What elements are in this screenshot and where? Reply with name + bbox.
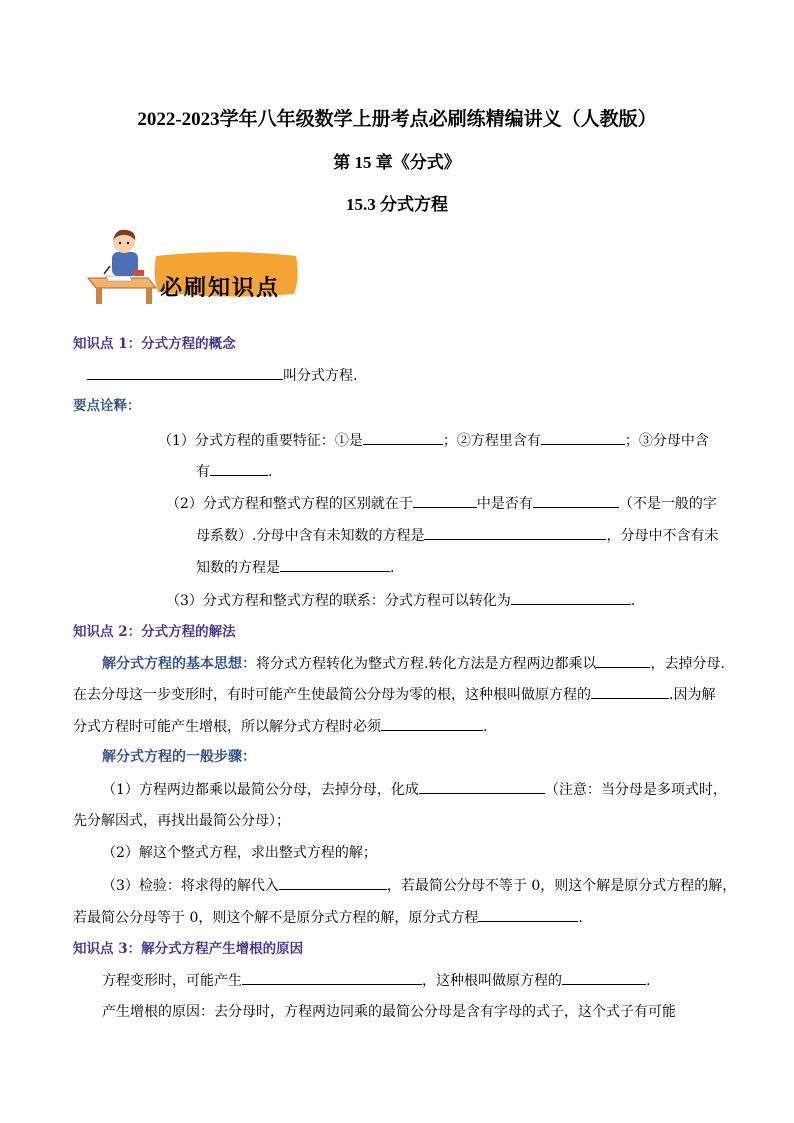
fill-blank[interactable] [363,430,443,445]
fill-blank[interactable] [279,875,387,890]
kp3-heading: 知识点 3：解分式方程产生增根的原因 [73,941,304,957]
kp1-note-heading: 要点诠释： [73,398,141,414]
fill-blank[interactable] [280,557,390,572]
kp2-basic-line2: 在去分母这一步变形时，有时可能产生使最简公分母为零的根，这种根叫做原方程的 .因为解 [73,684,715,705]
kp3-line2: 产生增根的原因：去分母时，方程两边同乘的最简公分母是含有字母的式子，这个式子有可能 [102,1004,676,1020]
kp1-point1-cont: 有 . [196,461,272,482]
fill-blank[interactable] [381,716,483,731]
kp2-heading: 知识点 2：分式方程的解法 [73,624,236,640]
fill-blank[interactable] [419,779,545,794]
chapter-title: 第 15 章《分式》 [333,153,461,172]
kp2-step1: （1）方程两边都乘以最简公分母，去掉分母，化成 （注意：当分母是多项式时， [102,779,727,800]
kp2-basic-line1: 解分式方程的基本思想：将分式方程转化为整式方程.转化方法是方程两边都乘以 ，去掉分母. [102,653,725,674]
kp1-point2: （2）分式方程和整式方程的区别就在于 中是否有 （不是一般的字 [166,493,717,514]
kp2-basic-line3: 分式方程时可能产生增根，所以解分式方程时必须 . [73,716,487,737]
fill-blank[interactable] [511,590,631,605]
fill-blank[interactable] [87,365,283,380]
kp2-step1-cont: 先分解因式，再找出最简公分母）； [73,813,290,829]
banner-label: 必刷知识点 [160,276,281,301]
fill-blank[interactable] [478,907,578,922]
fill-blank[interactable] [413,493,477,508]
kp1-point1: （1）分式方程的重要特征：①是 ；②方程里含有 ；③分母中含 [158,430,709,451]
kp1-point2-cont2: 知数的方程是 . [196,557,394,578]
kp2-step2: （2）解这个整式方程，求出整式方程的解； [102,845,377,861]
kp1-definition: 叫分式方程. [87,365,357,386]
fill-blank[interactable] [210,461,268,476]
section-title: 15.3 分式方程 [346,195,448,214]
kp1-point3: （3）分式方程和整式方程的联系：分式方程可以转化为 . [166,590,635,611]
kp3-line1: 方程变形时，可能产生 ，这种根叫做原方程的 . [102,970,650,991]
kp2-steps-heading: 解分式方程的一般步骤： [102,749,256,765]
kp1-heading: 知识点 1：分式方程的概念 [73,336,236,352]
fill-blank[interactable] [424,525,606,540]
fill-blank[interactable] [596,653,650,668]
fill-blank[interactable] [562,970,646,985]
fill-blank[interactable] [591,684,669,699]
kp2-step3-cont: 若最简公分母等于 0，则这个解不是原分式方程的解，原分式方程 . [73,907,583,928]
fill-blank[interactable] [242,970,422,985]
kp1-point2-cont: 母系数）.分母中含有未知数的方程是 ，分母中不含有未 [196,525,718,546]
fill-blank[interactable] [541,430,625,445]
document-title: 2022-2023学年八年级数学上册考点必刷练精编讲义（人教版） [137,109,657,130]
fill-blank[interactable] [533,493,619,508]
kp2-step3: （3）检验：将求得的解代入 ，若最简公分母不等于 0，则这个解是原分式方程的解， [102,875,736,896]
